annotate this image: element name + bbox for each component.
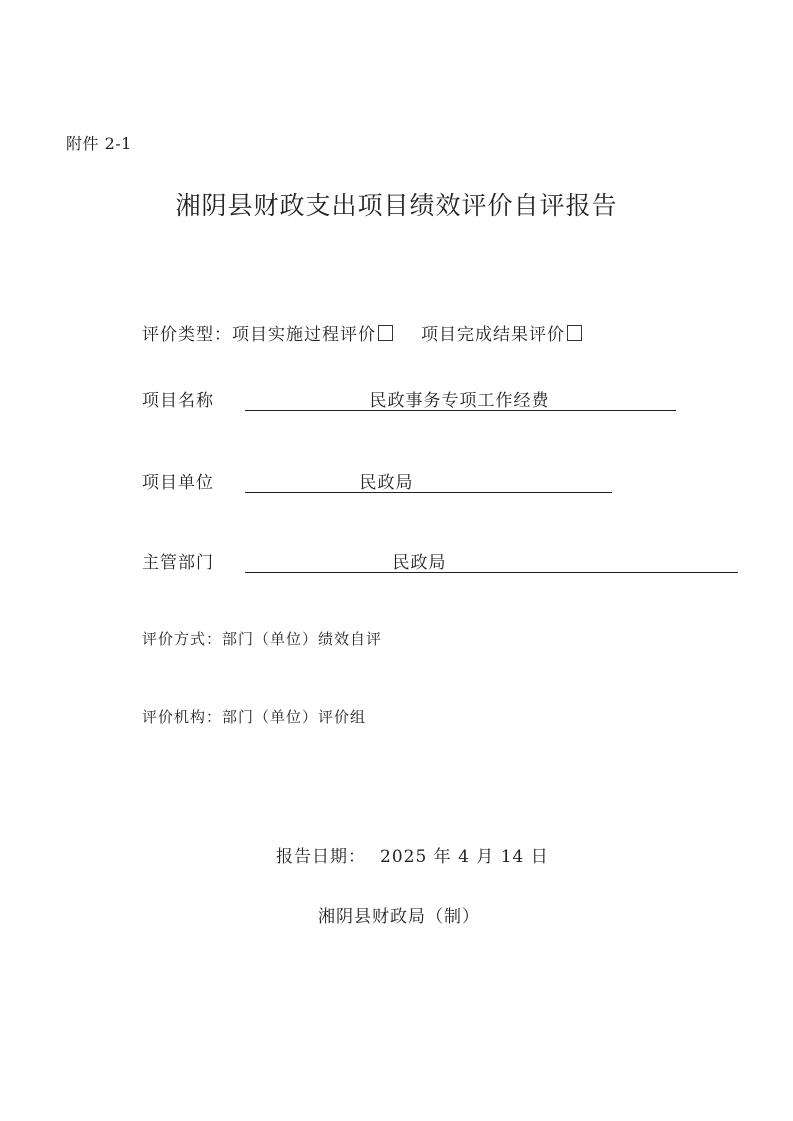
supervising-department-field <box>245 548 738 573</box>
result-evaluation-checkbox[interactable] <box>567 325 582 341</box>
project-name-row <box>142 386 550 411</box>
issuer: 湘阴县财政局（制） <box>318 907 480 927</box>
project-unit-row <box>142 468 414 493</box>
evaluation-type-label: 评价类型： <box>142 325 232 345</box>
report-date-label: 报告日期： <box>276 847 366 867</box>
supervising-department-row <box>142 548 447 573</box>
attachment-label: 附件 2-1 <box>66 134 132 153</box>
option-result-evaluation-label: 项目完成结果评价 <box>421 325 565 345</box>
project-unit-field <box>245 468 612 493</box>
supervising-department-label: 主管部门 <box>142 553 214 573</box>
project-unit-label: 项目单位 <box>142 473 214 493</box>
evaluation-method-value: 部门（单位）绩效自评 <box>222 630 383 648</box>
option-process-evaluation[interactable] <box>232 320 393 345</box>
process-evaluation-checkbox[interactable] <box>378 325 393 341</box>
report-date <box>276 842 549 867</box>
evaluation-agency-value: 部门（单位）评价组 <box>222 708 367 726</box>
project-name-value: 民政事务专项工作经费 <box>369 391 550 411</box>
evaluation-agency-row <box>142 706 366 727</box>
evaluation-agency-label: 评价机构： <box>142 708 223 726</box>
report-title: 湘阴县财政支出项目绩效评价自评报告 <box>175 191 618 220</box>
project-name-field <box>245 386 676 411</box>
evaluation-method-label: 评价方式： <box>142 630 223 648</box>
option-result-evaluation[interactable] <box>421 320 582 345</box>
report-date-value: 2025 年 4 月 14 日 <box>380 847 549 867</box>
supervising-department-value: 民政局 <box>392 553 447 573</box>
project-unit-value: 民政局 <box>359 473 414 493</box>
option-process-evaluation-label: 项目实施过程评价 <box>232 325 376 345</box>
project-name-label: 项目名称 <box>142 391 214 411</box>
evaluation-type-row <box>142 320 582 345</box>
evaluation-method-row <box>142 628 382 649</box>
